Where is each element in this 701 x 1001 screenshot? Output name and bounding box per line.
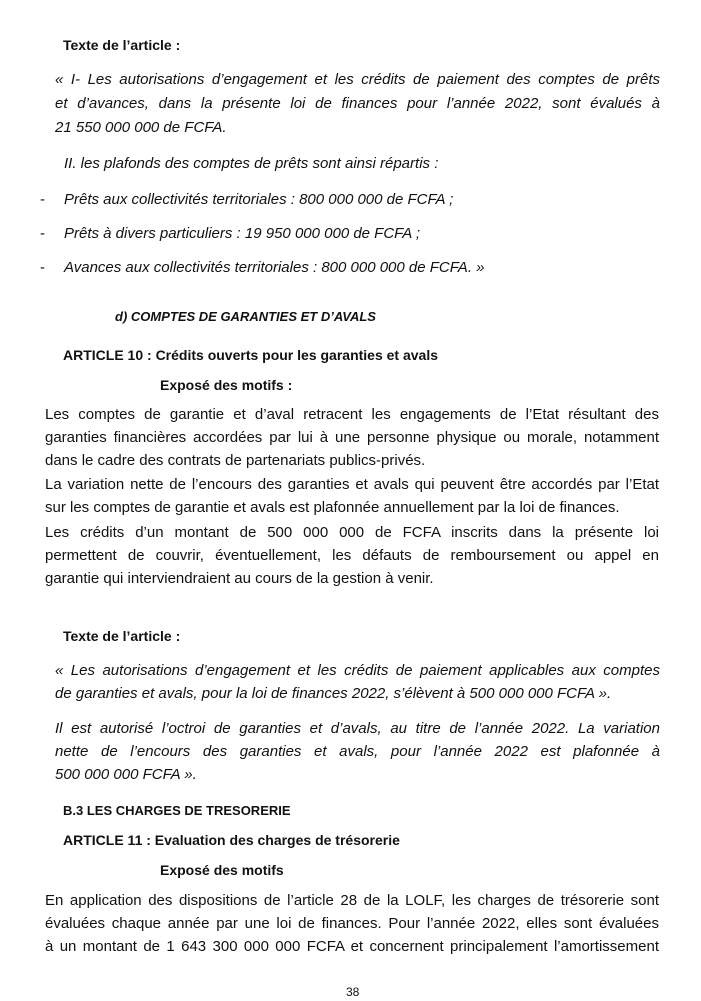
paragraph-line: 500 000 000 FCFA ». [55, 766, 197, 783]
paragraph-line: Les comptes de garantie et d’aval retracent les engagements de l’Etat résultant des [45, 406, 659, 423]
subsection-heading: d) COMPTES DE GARANTIES ET D’AVALS [115, 309, 376, 324]
paragraph-line: nette de l’encours des garanties et avals, pour l’année 2022 est plafonnée à [55, 743, 660, 760]
motifs-heading: Exposé des motifs : [160, 377, 293, 393]
paragraph-line: garanties financières accordées par lui à une personne physique ou morale, notamment [45, 429, 659, 446]
paragraph-line: dans le cadre des contrats de partenariats publics-privés. [45, 452, 426, 469]
paragraph-line: évaluées chaque année par une loi de finances. Pour l’année 2022, elles sont évaluées [45, 915, 659, 932]
paragraph-line: Les crédits d’un montant de 500 000 000 de FCFA inscrits dans la présente loi [45, 524, 659, 541]
article-title: ARTICLE 11 : Evaluation des charges de trésorerie [63, 832, 400, 848]
paragraph-line: de garanties et avals, pour la loi de finances 2022, s’élèvent à 500 000 000 FCFA ». [55, 685, 612, 702]
motifs-heading: Exposé des motifs [160, 862, 284, 878]
paragraph-line: II. les plafonds des comptes de prêts sont ainsi répartis : [64, 155, 439, 172]
paragraph-line: Il est autorisé l’octroi de garanties et d’avals, au titre de l’année 2022. La variation [55, 720, 660, 737]
paragraph-line: sur les comptes de garantie et avals est plafonnée annuellement par la loi de finances. [45, 499, 620, 516]
list-item: Prêts aux collectivités territoriales : 800 000 000 de FCFA ; [64, 191, 454, 208]
paragraph-line: « I- Les autorisations d’engagement et les crédits de paiement des comptes de prêts [55, 71, 660, 88]
bullet-marker: - [40, 259, 45, 276]
paragraph-line: permettent de couvrir, éventuellement, les défauts de remboursement ou appel en [45, 547, 659, 564]
bullet-marker: - [40, 191, 45, 208]
paragraph-line: La variation nette de l’encours des garanties et avals qui peuvent être accordés par l’Etat [45, 476, 659, 493]
paragraph-line: garantie qui interviendraient au cours de la gestion à venir. [45, 570, 434, 587]
paragraph-line: et d’avances, dans la présente loi de finances pour l’année 2022, sont évalués à [55, 95, 660, 112]
paragraph-line: « Les autorisations d’engagement et les crédits de paiement applicables aux comptes [55, 662, 660, 679]
list-item: Avances aux collectivités territoriales : 800 000 000 de FCFA. » [64, 259, 485, 276]
paragraph-line: En application des dispositions de l’article 28 de la LOLF, les charges de trésorerie sont [45, 892, 659, 909]
section-heading: B.3 LES CHARGES DE TRESORERIE [63, 803, 291, 818]
bullet-marker: - [40, 225, 45, 242]
paragraph-line: à un montant de 1 643 300 000 000 FCFA et concernent principalement l’amortissement [45, 938, 659, 955]
paragraph-line: 21 550 000 000 de FCFA. [55, 119, 227, 136]
section-heading: Texte de l’article : [63, 628, 181, 644]
list-item: Prêts à divers particuliers : 19 950 000 000 de FCFA ; [64, 225, 421, 242]
section-heading: Texte de l’article : [63, 37, 181, 53]
page-number: 38 [346, 985, 360, 999]
article-title: ARTICLE 10 : Crédits ouverts pour les garanties et avals [63, 347, 439, 363]
